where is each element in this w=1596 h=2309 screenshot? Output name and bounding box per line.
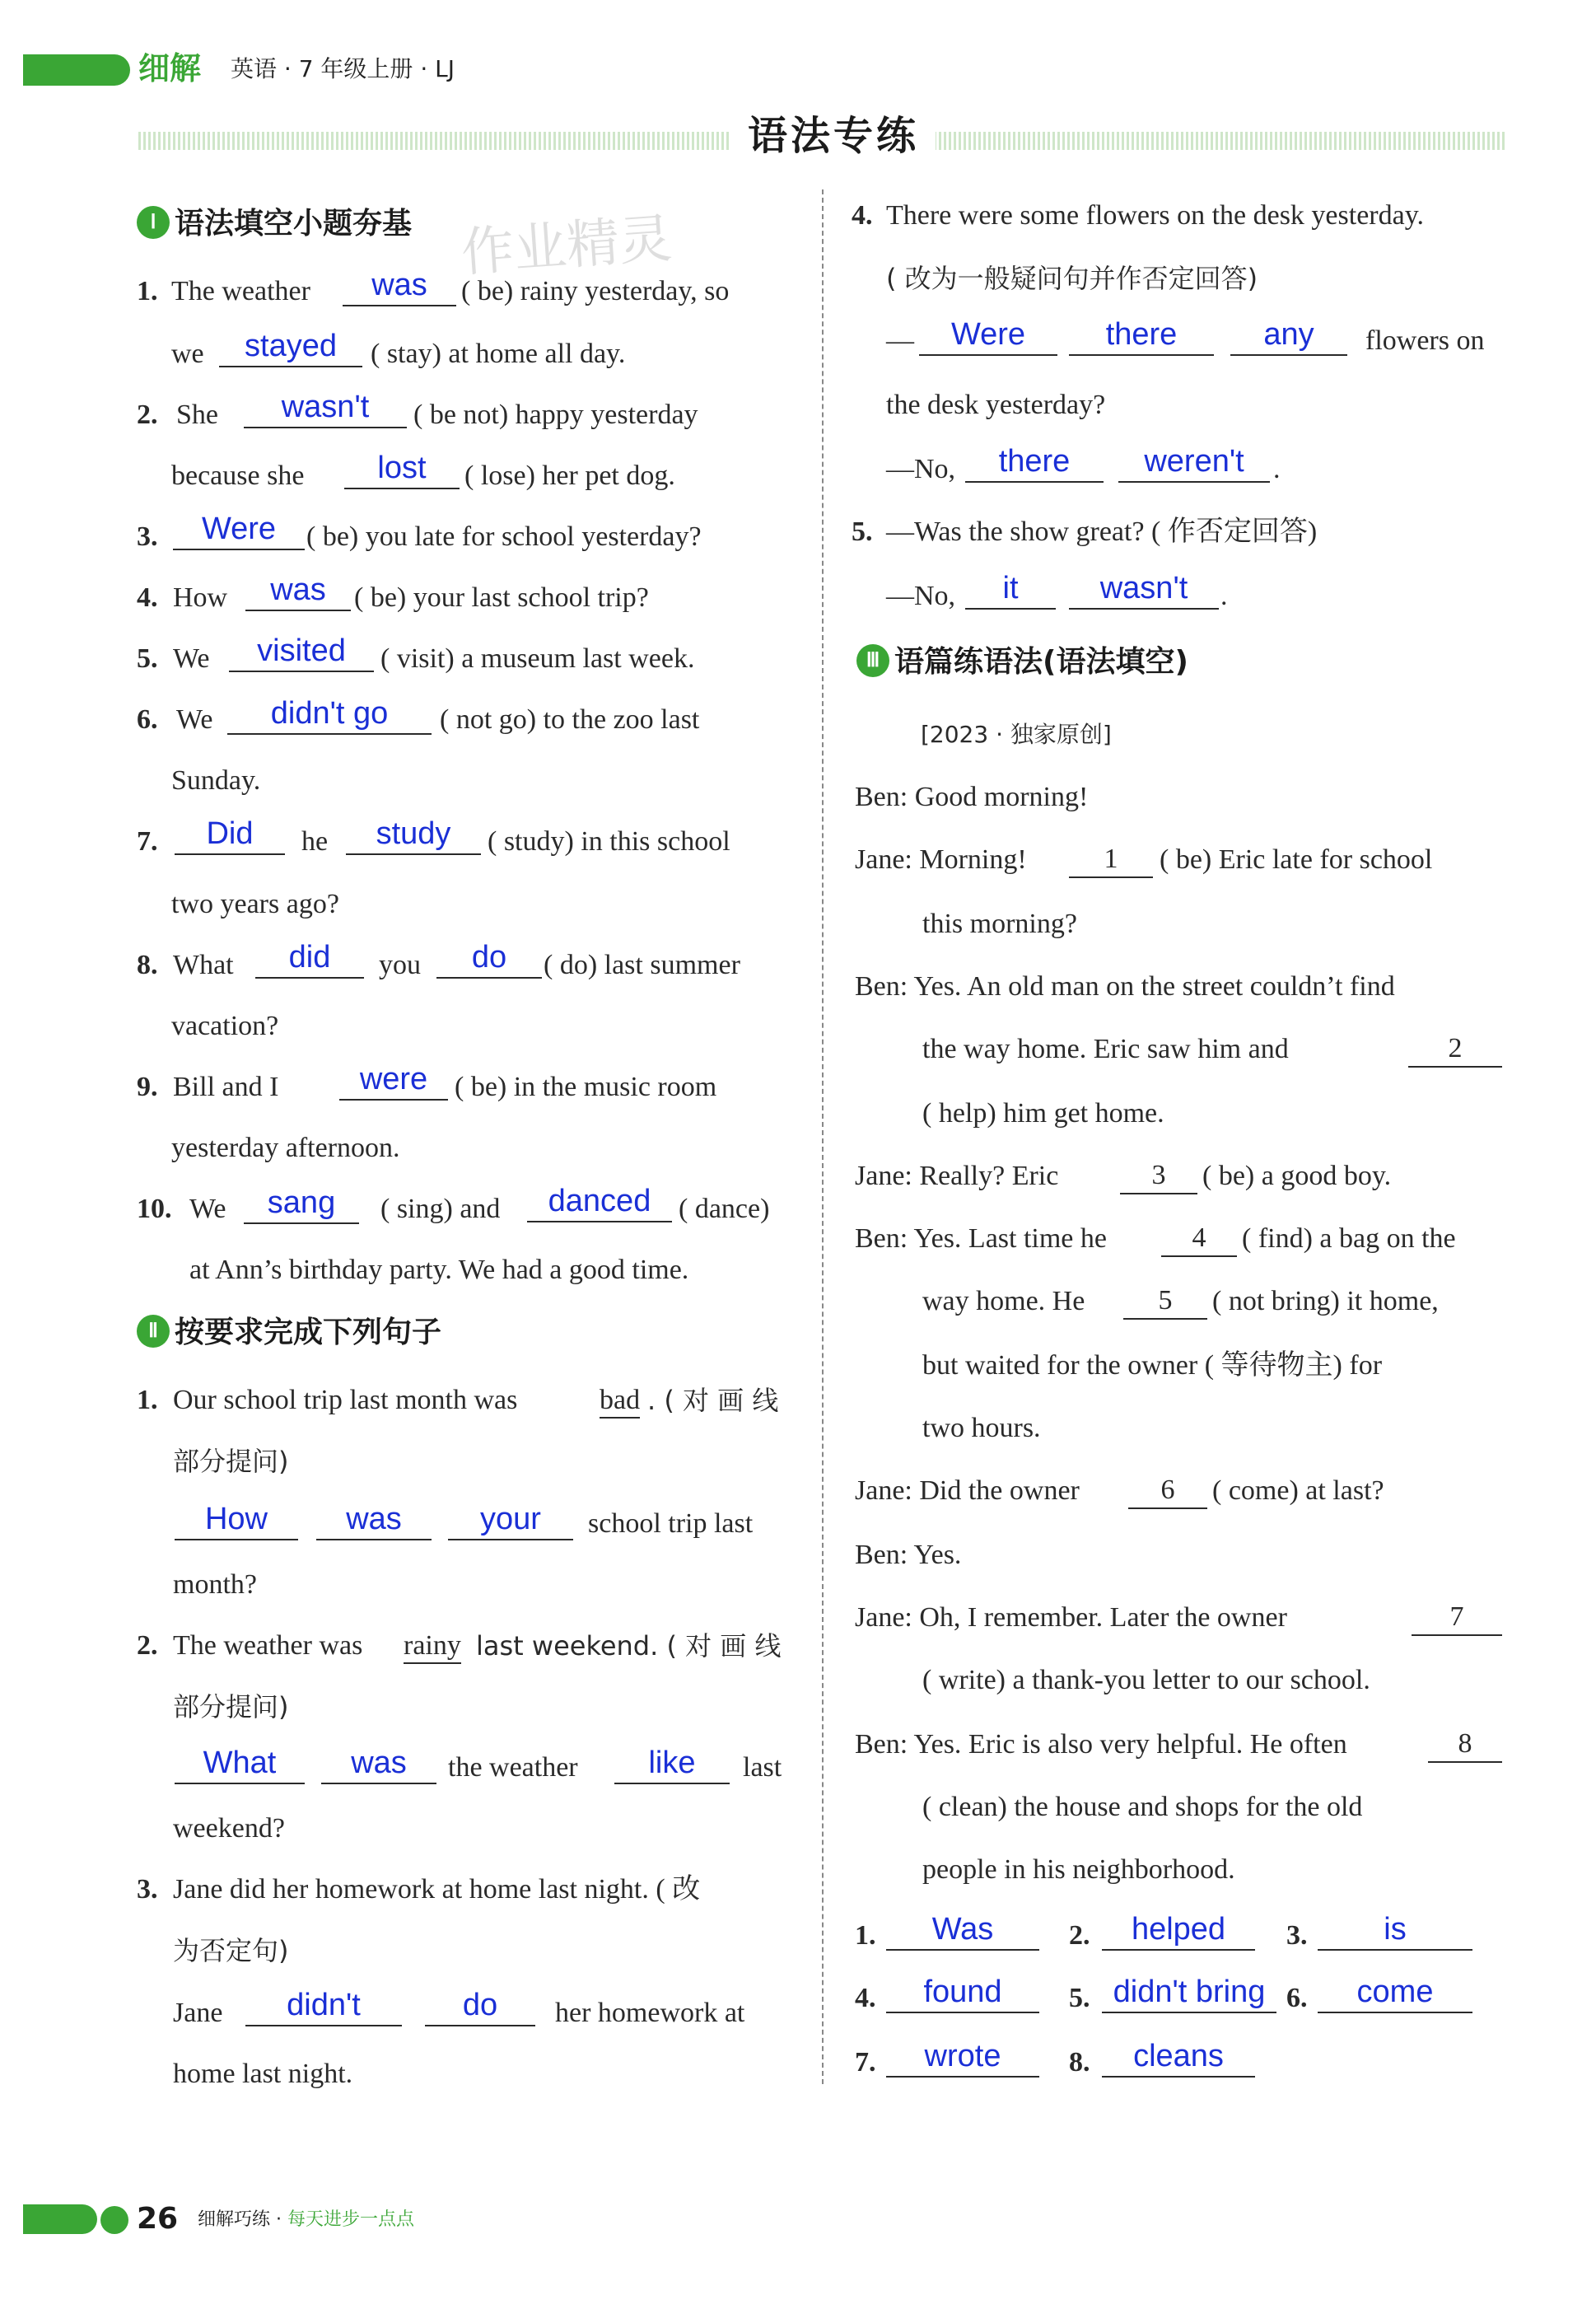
s2-q3-text-4: her homework at	[555, 1998, 745, 2028]
q2-number: 2.	[137, 400, 158, 430]
s2-q2-text-4: the weather	[448, 1752, 578, 1783]
section3-source: [2023 · 独家原创]	[921, 721, 1112, 748]
q4-answer-1[interactable]: was	[245, 573, 351, 611]
q1-text-2: ( be) rainy yesterday, so	[461, 276, 730, 306]
dialog-line-12: Jane: Did the owner	[855, 1475, 1080, 1506]
brand-logo: 细解	[138, 50, 202, 86]
answer-4-number: 4.	[855, 1983, 876, 2013]
q7-number: 7.	[137, 826, 158, 857]
blank-1[interactable]: 1	[1069, 844, 1153, 878]
q2-answer-1[interactable]: wasn't	[244, 390, 407, 428]
answer-5-number: 5.	[1069, 1983, 1090, 2013]
q3-number: 3.	[137, 521, 158, 552]
q3-text: ( be) you late for school yesterday?	[306, 521, 702, 552]
answer-8-number: 8.	[1069, 2047, 1090, 2078]
section3-heading	[856, 644, 1188, 680]
dialog-line-5: the way home. Eric saw him and	[922, 1034, 1289, 1064]
footer-series: 细解巧练 ·	[198, 2209, 282, 2230]
answer-5[interactable]: didn't bring	[1102, 1975, 1276, 2013]
s2-q2-text: The weather was	[173, 1630, 363, 1661]
watermark: 作业精灵	[459, 208, 674, 284]
footer-text	[198, 2208, 414, 2232]
s2-q4-period: .	[1273, 454, 1281, 484]
s2-q4-text: There were some flowers on the desk yesterday.	[886, 200, 1424, 231]
dialog-line-16: Ben: Yes. Eric is also very helpful. He often	[855, 1729, 1347, 1760]
q6-text: We	[176, 704, 213, 735]
dialog-line-4: Ben: Yes. An old man on the street couldn’t find	[855, 971, 1395, 1002]
header-green-bar	[23, 54, 130, 86]
q9-number: 9.	[137, 1072, 158, 1102]
answer-6[interactable]: come	[1318, 1975, 1472, 2013]
q9-text: Bill and I	[173, 1072, 279, 1102]
column-divider	[822, 189, 824, 2084]
dialog-line-8b: ( find) a bag on the	[1242, 1223, 1456, 1254]
q5-number: 5.	[137, 643, 158, 674]
answer-4[interactable]: found	[886, 1975, 1039, 2013]
s2-q2-answer-2[interactable]: was	[321, 1746, 436, 1784]
dialog-line-8: Ben: Yes. Last time he	[855, 1223, 1107, 1254]
s2-q4-answer-4[interactable]: there	[965, 445, 1104, 483]
q6-text-2: ( not go) to the zoo last	[440, 704, 700, 735]
s2-q2-underlined: rainy	[404, 1629, 461, 1664]
q1-text: The weather	[171, 276, 310, 306]
s2-q4-text-3: flowers on	[1365, 325, 1485, 356]
q10-number: 10.	[137, 1194, 172, 1224]
q10-text: We	[189, 1194, 226, 1224]
section1-roman: Ⅰ	[137, 206, 170, 239]
s2-q5-period: .	[1220, 581, 1228, 611]
dialog-line-11: two hours.	[922, 1413, 1041, 1443]
s2-q1-number: 1.	[137, 1385, 158, 1415]
dialog-line-7b: ( be) a good boy.	[1202, 1161, 1392, 1191]
s2-q1-text-3: 部分提问)	[173, 1446, 289, 1477]
dialog-line-15: ( write) a thank-you letter to our school.	[922, 1665, 1370, 1695]
s2-q5-answer-2[interactable]: wasn't	[1069, 572, 1219, 610]
q1-text-4: ( stay) at home all day.	[371, 339, 626, 369]
s2-q2-number: 2.	[137, 1630, 158, 1661]
section2-title: 按要求完成下列句子	[175, 1316, 442, 1349]
book-subtitle: 英语 · 7 年级上册 · LJ	[231, 55, 455, 82]
dialog-line-12b: ( come) at last?	[1212, 1475, 1384, 1506]
q8-answer-2[interactable]: do	[436, 941, 542, 979]
q8-text: What	[173, 950, 234, 980]
q9-text-3: yesterday afternoon.	[171, 1133, 400, 1163]
answer-1[interactable]: Was	[886, 1913, 1039, 1951]
q6-number: 6.	[137, 704, 158, 735]
s2-q2-text-2: last weekend. ( 对 画 线	[476, 1630, 782, 1662]
q1-text-3: we	[171, 339, 204, 369]
s2-q3-number: 3.	[137, 1874, 158, 1905]
s2-q1-text: Our school trip last month was	[173, 1385, 518, 1415]
section3-title: 语篇练语法(语法填空)	[894, 645, 1188, 679]
dialog-line-13: Ben: Yes.	[855, 1540, 962, 1570]
q2-text-4: ( lose) her pet dog.	[464, 460, 675, 491]
q5-text-2: ( visit) a museum last week.	[380, 643, 695, 674]
s2-q3-answer-2[interactable]: do	[425, 1989, 535, 2026]
answer-2-number: 2.	[1069, 1920, 1090, 1951]
s2-q2-text-5: last	[743, 1752, 782, 1783]
dialog-line-14: Jane: Oh, I remember. Later the owner	[855, 1602, 1287, 1633]
s2-q3-text-2: 为否定句)	[173, 1935, 289, 1966]
section1-heading	[137, 206, 412, 242]
s2-q1-text-4: school trip last	[588, 1508, 754, 1539]
blank-4[interactable]: 4	[1161, 1222, 1237, 1257]
q3-answer-1[interactable]: Were	[173, 512, 305, 550]
s2-q2-answer-3[interactable]: like	[614, 1746, 730, 1784]
q7-text: he	[301, 826, 329, 857]
q8-text-3: ( do) last summer	[544, 950, 740, 980]
blank-2[interactable]: 2	[1408, 1033, 1502, 1068]
dialog-line-10: but waited for the owner ( 等待物主) for	[922, 1350, 1383, 1381]
q8-text-4: vacation?	[171, 1011, 279, 1041]
dialog-line-17: ( clean) the house and shops for the old	[922, 1792, 1363, 1822]
s2-q5-number: 5.	[852, 516, 873, 547]
blank-5[interactable]: 5	[1123, 1285, 1207, 1320]
s2-q4-answer-5[interactable]: weren't	[1118, 445, 1270, 483]
footer-green-bar	[23, 2204, 97, 2234]
blank-6[interactable]: 6	[1128, 1475, 1207, 1509]
q10-text-2: ( sing) and	[380, 1194, 501, 1224]
dialog-line-18: people in his neighborhood.	[922, 1854, 1235, 1885]
s2-q3-text-3: Jane	[173, 1998, 223, 2028]
q8-answer-1[interactable]: did	[255, 941, 364, 979]
q9-answer-1[interactable]: were	[339, 1063, 448, 1101]
s2-q1-answer-2[interactable]: was	[316, 1503, 432, 1540]
answer-8[interactable]: cleans	[1102, 2040, 1255, 2078]
footer-slogan: 每天进步一点点	[287, 2209, 415, 2230]
dialog-line-2: Jane: Morning!	[855, 844, 1027, 875]
answer-1-number: 1.	[855, 1920, 876, 1951]
q10-text-4: at Ann’s birthday party. We had a good time.	[189, 1255, 689, 1285]
dialog-line-3: this morning?	[922, 909, 1077, 939]
dialog-line-7: Jane: Really? Eric	[855, 1161, 1059, 1191]
s2-q1-text-2: . ( 对 画 线	[647, 1385, 779, 1416]
q10-answer-2[interactable]: danced	[527, 1185, 672, 1222]
blank-7[interactable]: 7	[1412, 1601, 1502, 1636]
s2-q4-text-5: —No,	[886, 454, 956, 484]
q6-text-3: Sunday.	[171, 765, 261, 796]
s2-q5-text-2: —No,	[886, 581, 956, 611]
s2-q3-text-5: home last night.	[173, 2059, 353, 2089]
q7-text-3: two years ago?	[171, 889, 339, 919]
answer-7-number: 7.	[855, 2047, 876, 2078]
dialog-line-2b: ( be) Eric late for school	[1160, 844, 1433, 875]
q7-text-2: ( study) in this school	[488, 826, 730, 857]
s2-q1-answer-3[interactable]: your	[448, 1503, 573, 1540]
answer-3-number: 3.	[1286, 1920, 1308, 1951]
q5-answer-1[interactable]: visited	[229, 634, 374, 672]
s2-q1-underlined: bad	[600, 1384, 640, 1419]
dialog-line-6: ( help) him get home.	[922, 1098, 1164, 1129]
q1-number: 1.	[137, 276, 158, 306]
q2-answer-2[interactable]: lost	[344, 451, 460, 489]
page-number: 26	[137, 2202, 179, 2236]
answer-2[interactable]: helped	[1102, 1913, 1255, 1951]
blank-8[interactable]: 8	[1428, 1728, 1502, 1763]
q2-text-2: ( be not) happy yesterday	[413, 400, 698, 430]
q9-text-2: ( be) in the music room	[455, 1072, 717, 1102]
q8-number: 8.	[137, 950, 158, 980]
q2-text-3: because she	[171, 460, 305, 491]
q6-answer-1[interactable]: didn't go	[227, 697, 432, 735]
q1-answer-2[interactable]: stayed	[219, 330, 362, 367]
s2-q2-text-6: weekend?	[173, 1813, 285, 1844]
blank-3[interactable]: 3	[1120, 1160, 1197, 1194]
section2-roman: Ⅱ	[137, 1315, 170, 1348]
q10-answer-1[interactable]: sang	[244, 1186, 359, 1224]
s2-q4-dash: —	[886, 325, 914, 356]
s2-q4-text-2: ( 改为一般疑问句并作否定回答)	[886, 263, 1258, 294]
section1-title: 语法填空小题夯基	[175, 207, 413, 241]
s2-q3-answer-1[interactable]: didn't	[245, 1989, 402, 2026]
dialog-line-1: Ben: Good morning!	[855, 782, 1089, 812]
s2-q1-answer-1[interactable]: How	[175, 1503, 298, 1540]
q10-text-3: ( dance)	[679, 1194, 770, 1224]
q5-text: We	[173, 643, 210, 674]
s2-q1-text-5: month?	[173, 1569, 257, 1600]
s2-q4-answer-2[interactable]: there	[1069, 318, 1214, 356]
q4-number: 4.	[137, 582, 158, 613]
section3-roman: Ⅲ	[856, 644, 889, 677]
answer-7[interactable]: wrote	[886, 2040, 1039, 2078]
q4-text: How	[173, 582, 228, 613]
s2-q4-text-4: the desk yesterday?	[886, 390, 1106, 420]
section2-heading	[137, 1315, 441, 1351]
q1-answer-1[interactable]: was	[343, 269, 456, 306]
q2-text: She	[176, 400, 218, 430]
q7-answer-1[interactable]: Did	[175, 817, 285, 855]
dialog-line-9: way home. He	[922, 1286, 1085, 1316]
s2-q2-text-3: 部分提问)	[173, 1691, 289, 1722]
answer-6-number: 6.	[1286, 1983, 1308, 2013]
q8-text-2: you	[379, 950, 421, 980]
q7-answer-2[interactable]: study	[346, 817, 481, 855]
s2-q5-answer-1[interactable]: it	[965, 572, 1056, 610]
s2-q2-answer-1[interactable]: What	[175, 1746, 305, 1784]
s2-q4-answer-1[interactable]: Were	[919, 318, 1057, 356]
q4-text-2: ( be) your last school trip?	[354, 582, 649, 613]
footer-dot	[100, 2206, 128, 2234]
s2-q5-text: —Was the show great? ( 作否定回答)	[886, 516, 1318, 547]
s2-q3-text: Jane did her homework at home last night. ( 改	[173, 1874, 701, 1905]
s2-q4-number: 4.	[852, 200, 873, 231]
answer-3[interactable]: is	[1318, 1913, 1472, 1951]
s2-q4-answer-3[interactable]: any	[1230, 318, 1347, 356]
banner-title: 语法专练	[731, 107, 936, 165]
dialog-line-9b: ( not bring) it home,	[1212, 1286, 1439, 1316]
